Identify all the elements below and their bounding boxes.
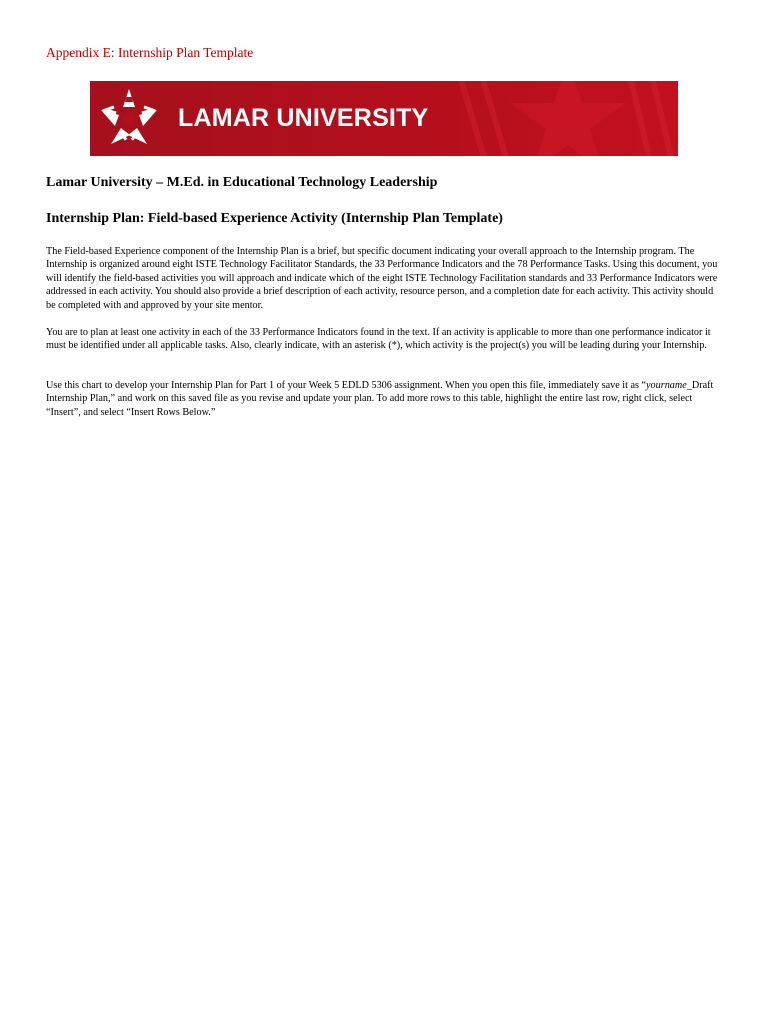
instructions-text-italic: yourname <box>646 380 687 391</box>
paragraph-overview: The Field-based Experience component of the Internship Plan is a brief, but specific document indicating your overall approach to the Internship program. The Internship is organized around eight ISTE Technology Facilitator Standards, the 33 Performance Indicators and the 78 Performance Tasks. Using this document, you will identify the field-based activities you will approach and indicate which of the eight ISTE Technology Facilitation standards and 33 Performance Indicators were addressed in each activity. You should also provide a brief description of each activity, resource person, and a completion date for each activity. This activity should be completed with and approved by your site mentor. <box>46 246 718 311</box>
paragraph-instructions <box>46 379 718 419</box>
appendix-title: Appendix E: Internship Plan Template <box>46 45 254 60</box>
university-banner <box>90 81 678 156</box>
instructions-text-a: Use this chart to develop your Internship Plan for Part 1 of your Week 5 EDLD 5306 assignment. When you open this file, immediately save it as “ <box>46 380 647 391</box>
university-name: LAMAR UNIVERSITY <box>178 104 429 132</box>
plan-title: Internship Plan: Field-based Experience Activity (Internship Plan Template) <box>46 211 503 226</box>
program-title: Lamar University – M.Ed. in Educational Technology Leadership <box>46 175 438 190</box>
lamar-star-logo-icon <box>90 81 170 156</box>
paragraph-activities: You are to plan at least one activity in each of the 33 Performance Indicators found in the text. If an activity is applicable to more than one performance indicator it must be identified under all applicable tasks. Also, clearly indicate, with an asterisk (*), which activity is the project(s) you will be leading during your Internship. <box>46 327 711 352</box>
instructions-text-b: _Draft Internship Plan,” and work on this saved file as you revise and update your plan. To add more rows to this table, highlight the entire last row, right click, select “Insert”, and select “Insert Rows Below.” <box>46 380 714 418</box>
